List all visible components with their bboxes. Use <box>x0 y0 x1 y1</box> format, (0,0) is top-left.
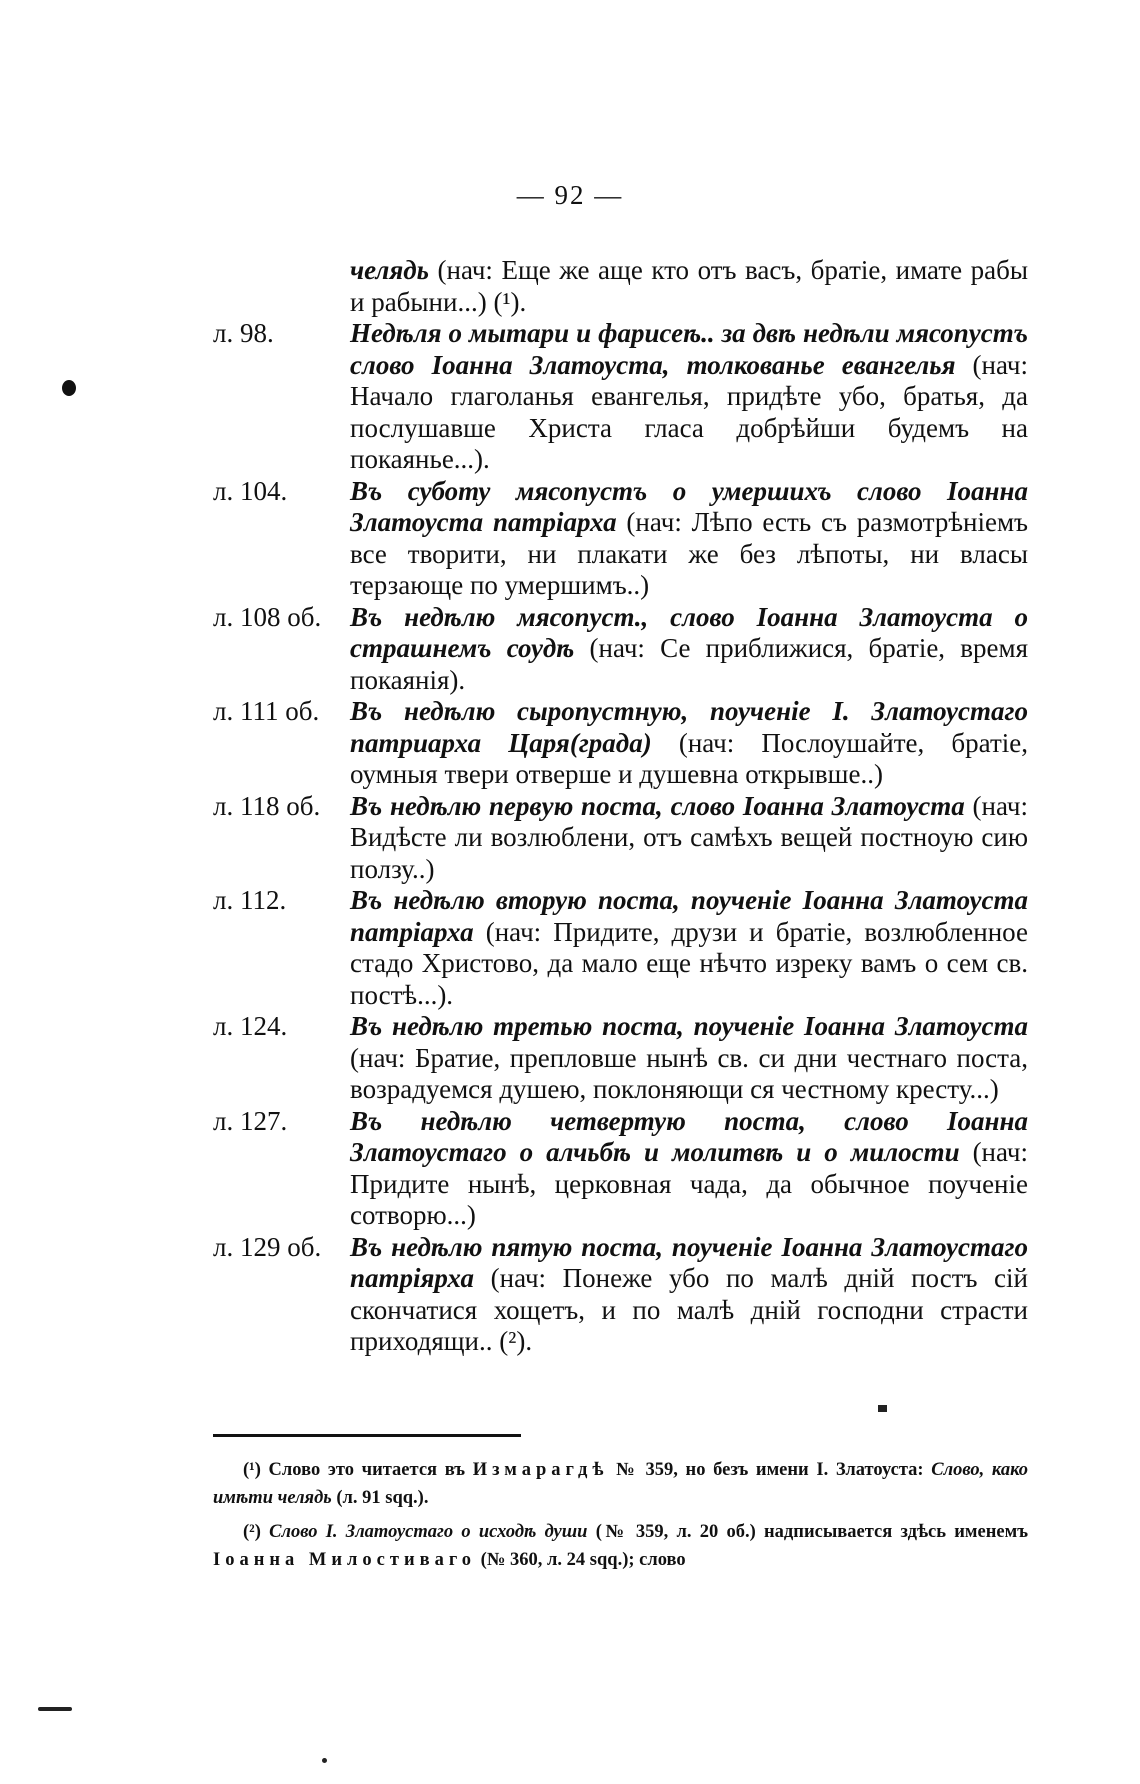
entry <box>213 1232 1028 1358</box>
entries-list <box>213 255 1028 1358</box>
entry-incipit: (нач: Се приближися, братіе, время покаянія). <box>350 633 1028 695</box>
leaf-reference: л. 98. <box>213 318 274 348</box>
stray-ink-mark <box>878 1405 887 1412</box>
leaf-reference: л. 118 об. <box>213 790 321 821</box>
entry-title: Въ недѣлю третью поста, поученіе Іоанна Златоуста <box>350 1011 1028 1041</box>
leaf-reference: л. 127. <box>213 1105 288 1136</box>
entry <box>213 885 1028 1011</box>
leaf-reference: л. 104. <box>213 475 288 506</box>
footnote-marker: (²) <box>243 1522 261 1542</box>
entry-continuation <box>213 255 1028 318</box>
footnote-text: (№ 359, л. 20 об.) надписывается здѣсь именемъ <box>587 1522 1028 1542</box>
leaf-reference: л. 129 об. <box>213 1231 322 1262</box>
entry-title: челядь <box>350 255 429 285</box>
entry <box>213 602 1028 697</box>
entry-title: Въ недѣлю сыропустную, поученіе І. Златоустаго патриарха Царя(града) <box>350 696 1028 758</box>
footnote-marker: (¹) <box>243 1460 261 1480</box>
entry <box>213 1106 1028 1232</box>
page-number: — 92 — <box>516 180 624 210</box>
margin-ink-dot <box>62 380 76 396</box>
entry-title: Въ недѣлю четвертую поста, слово Іоанна Златоустаго о алчьбѣ и молитвѣ и о милости <box>350 1105 1028 1167</box>
footnote-italic-text: Слово, како имѣти челядь <box>213 1460 1028 1508</box>
entry-title: Въ недѣлю пятую поста, поученіе Іоанна Златоустаго патріярха <box>350 1231 1028 1293</box>
entry <box>213 696 1028 791</box>
footnotes <box>213 1456 1028 1580</box>
entry-incipit: (нач: Братие, препловше нынѣ св. си дни честнаго поста, возрадуемся душею, поклоняющи ся честному кресту...) <box>350 1042 1028 1104</box>
entry <box>213 1011 1028 1106</box>
entry-title: Недѣля о мытари и фарисеѣ.. за двѣ недѣли мясопустъ слово Іоанна Златоуста, толкованье евангелья <box>350 318 1028 380</box>
entry-title: Въ недѣлю вторую поста, поученіе Іоанна Златоуста патріарха <box>350 885 1028 947</box>
footnote-text: № 359, но безъ имени І. Златоуста: <box>608 1460 932 1480</box>
entry-incipit: (нач: Видѣсте ли возлюблени, отъ самѣхъ вещей постноую сию ползу..) <box>350 790 1028 884</box>
entry-incipit: (нач: Придите, друзи и братіе, возлюбленное стадо Христово, да мало еще нѣчто изреку вамъ о сем св. постѣ...). <box>350 916 1028 1010</box>
footnote-2 <box>213 1518 1028 1574</box>
entry-incipit: (нач: Начало глаголанья евангелья, придѣте убо, братья, да послушавше Христа гласа добрѣйши будемъ на покаянье...). <box>350 349 1028 474</box>
leaf-reference: л. 124. <box>213 1011 288 1041</box>
entry-title: Въ недѣлю мясопуст., слово Іоанна Златоуста о страшнемъ соудѣ <box>350 601 1028 663</box>
entry-incipit: (нач: Еще же аще кто отъ васъ, братіе, имате рабы и рабыни...) (¹). <box>350 255 1028 317</box>
footnote-text: (№ 360, л. 24 sqq.); слово <box>476 1550 686 1570</box>
footnote-spaced-text: Измарагдѣ <box>472 1460 609 1480</box>
footnote-italic-text: Слово І. Златоустаго о исходѣ души <box>269 1522 588 1542</box>
leaf-reference: л. 108 об. <box>213 601 322 632</box>
footnote-text: (л. 91 sqq.). <box>331 1488 429 1508</box>
entry-title: Въ суботу мясопустъ о умершихъ слово Іоанна Златоуста патріарха <box>350 475 1028 537</box>
leaf-reference: л. 112. <box>213 885 287 915</box>
entry <box>213 791 1028 886</box>
entry <box>213 318 1028 476</box>
footnote-separator <box>213 1434 521 1437</box>
entry-title: Въ недѣлю первую поста, слово Іоанна Златоуста <box>350 790 965 821</box>
footnote-spaced-text: Іоанна Милостиваго <box>213 1550 477 1570</box>
entry-incipit: (нач: Придите нынѣ, церковная чада, да обычное поученіе сотворю...) <box>350 1137 1028 1230</box>
footnote-text: Слово это читается въ <box>260 1460 473 1480</box>
margin-ink-dash <box>38 1707 72 1711</box>
entry <box>213 476 1028 602</box>
leaf-reference: л. 111 об. <box>213 696 320 726</box>
footnote-1 <box>213 1456 1028 1512</box>
entry-incipit: (нач: Послоушайте, братіе, оумныя твери отверше и душевна открывше..) <box>350 727 1028 789</box>
entry-incipit: (нач: Лѣпо есть съ размотрѣніемъ все творити, ни плакати же без лѣпоты, ни власы терзающе по умершимъ..) <box>350 507 1028 600</box>
margin-ink-speck <box>322 1758 327 1763</box>
entry-incipit: (нач: Понеже убо по малѣ днiй постъ сiй скончатися хощетъ, и по малѣ днiй господни страсти приходящи.. (²). <box>350 1263 1028 1356</box>
